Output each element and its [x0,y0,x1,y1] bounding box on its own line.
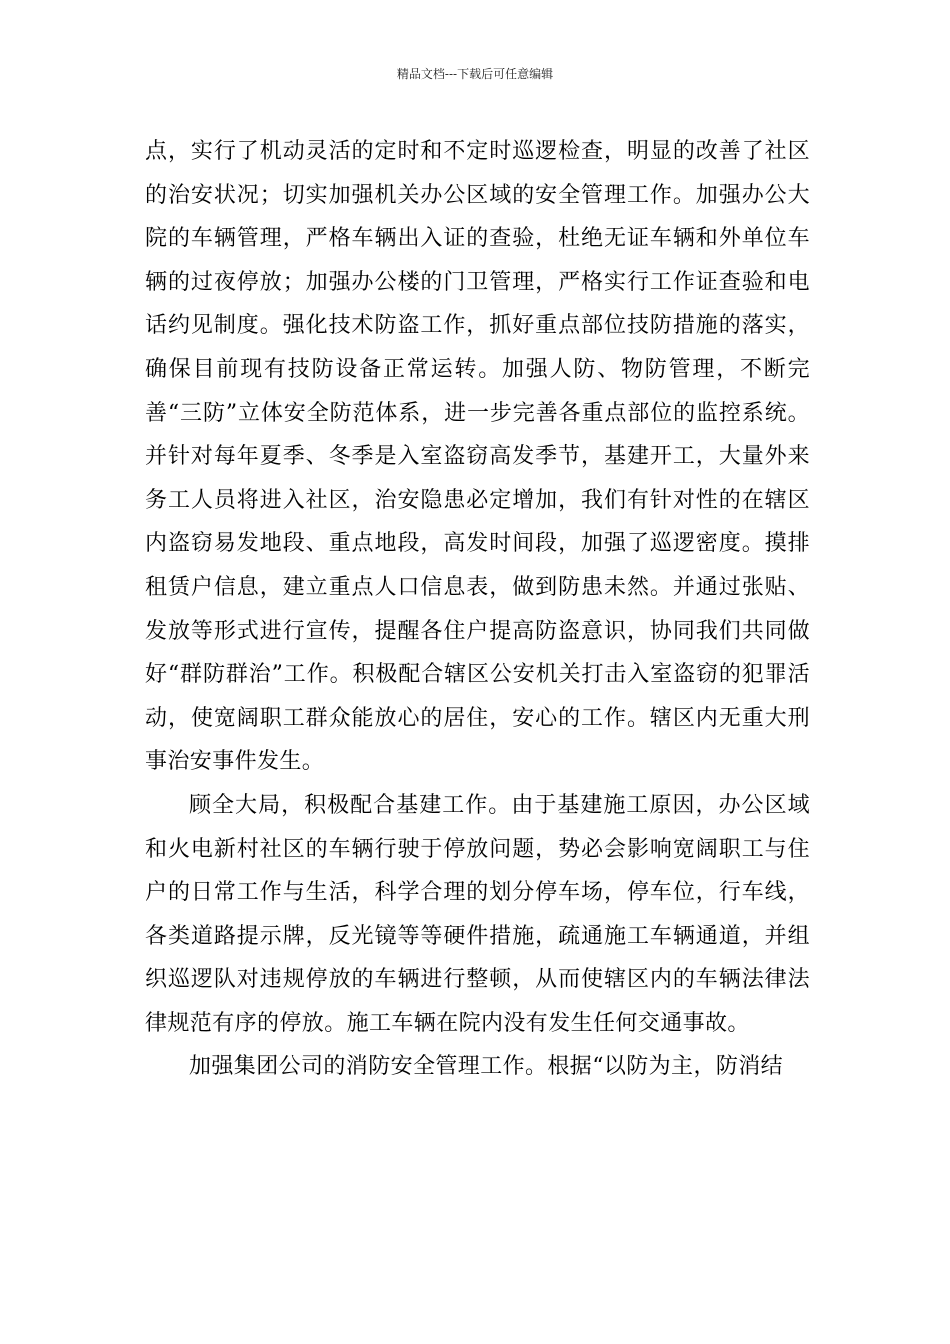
page-header: 精品文档---下载后可任意编辑 [396,67,554,81]
paragraph: 加强集团公司的消防安全管理工作。根据“以防为主，防消结 [189,1054,784,1080]
document-body [145,130,810,1089]
paragraph: 点，实行了机动灵活的定时和不定时巡逻检查，明显的改善了社区的治安状况；切实加强机关办公区域的安全管理工作。加强办公大院的车辆管理，严格车辆出入证的查验，杜绝无证车辆和外单位车辆的过夜停放；加强办公楼的门卫管理，严格实行工作证查验和电话约见制度。强化技术防盗工作，抓好重点部位技防措施的落实，确保目前现有技防设备正常运转。加强人防、物防管理，不断完善“三防”立体安全防范体系，进一步完善各重点部位的监控系统。并针对每年夏季、冬季是入室盗窃高发季节，基建开工，大量外来务工人员将进入社区，治安隐患必定增加，我们有针对性的在辖区内盗窃易发地段、重点地段，高发时间段，加强了巡逻密度。摸排租赁户信息，建立重点人口信息表，做到防患未然。并通过张贴、发放等形式进行宣传，提醒各住户提高防盗意识，协同我们共同做好“群防群治”工作。积极配合辖区公安机关打击入室盗窃的犯罪活动，使宽阔职工群众能放心的居住，安心的工作。辖区内无重大刑事治安事件发生。 [145,139,810,775]
paragraph: 顾全大局，积极配合基建工作。由于基建施工原因，办公区域和火电新村社区的车辆行驶于停放问题，势必会影响宽阔职工与住户的日常工作与生活，科学合理的划分停车场，停车位，行车线，各类道路提示牌，反光镜等等硬件措施，疏通施工车辆通道，并组织巡逻队对违规停放的车辆进行整顿，从而使辖区内的车辆法律法律规范有序的停放。施工车辆在院内没有发生任何交通事故。 [145,792,810,1036]
